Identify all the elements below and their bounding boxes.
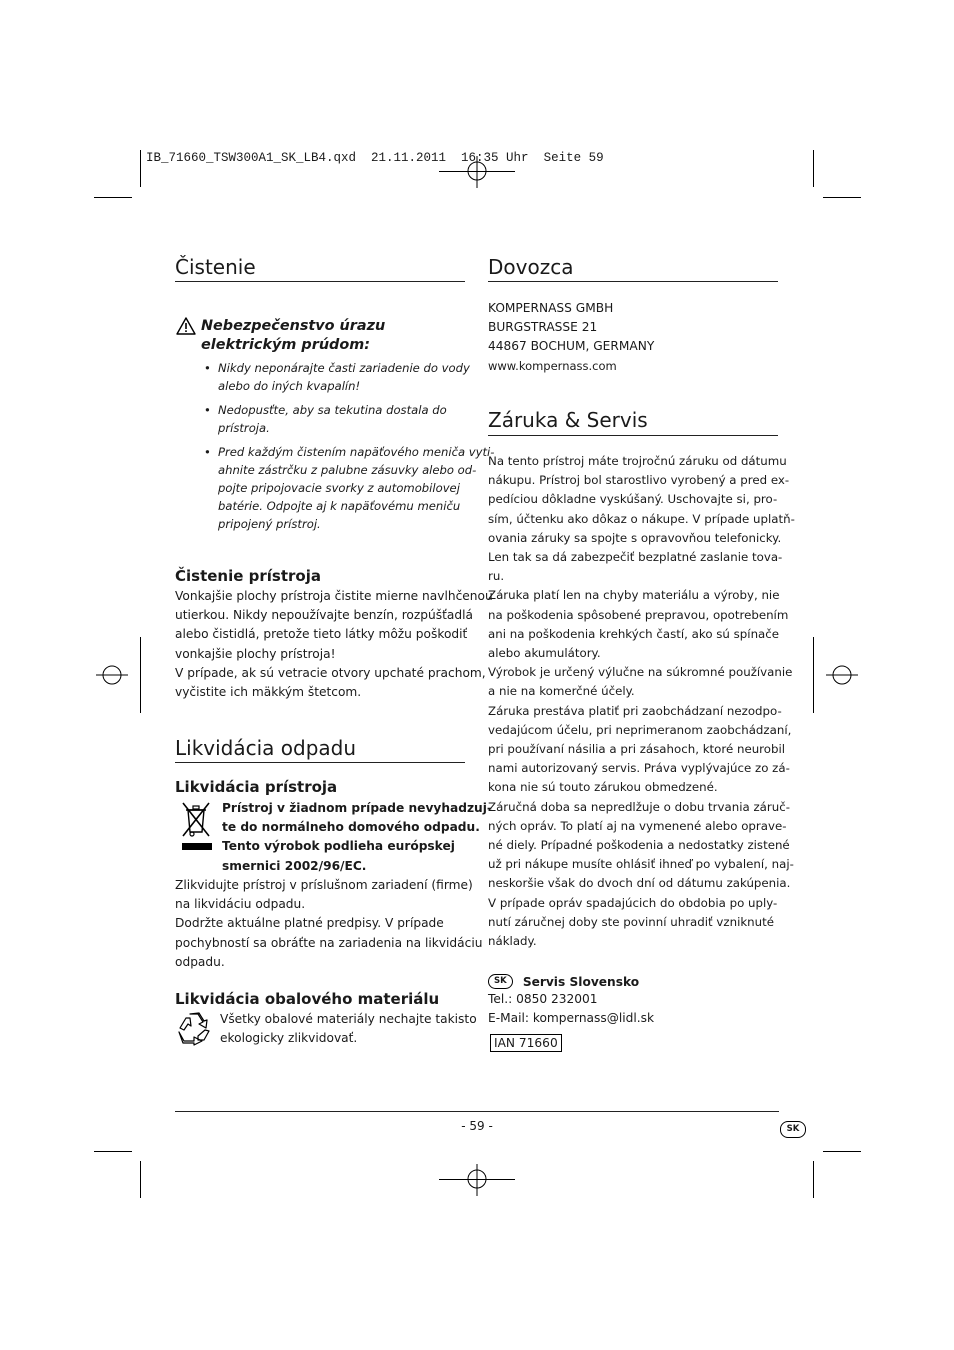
zaruka-line: Na tento prístroj máte trojročnú záruku od dátumu [488, 454, 787, 468]
section-title-zaruka: Záruka & Servis [488, 408, 648, 432]
zaruka-line: nákupu. Prístroj bol starostlivo vyrobený a pred ex- [488, 473, 790, 488]
zaruka-line: sím, účtenku ako dôkaz o nákupe. V prípade uplatň- [488, 511, 795, 526]
service-name: Servis Slovensko [522, 975, 640, 989]
section-title-cistenie: Čistenie [175, 255, 256, 279]
print-slug: IB_71660_TSW300A1_SK_LB4.qxd 21.11.2011 16:35 Uhr Seite 59 [146, 151, 604, 165]
title-rule [488, 281, 778, 282]
zaruka-line: vedajúcom účelu, pri neprimeranom zaobchádzaní, [488, 722, 792, 737]
zaruka-line: nutí záručnej doby ste povinní uhradiť vzniknuté [488, 914, 775, 929]
zaruka-line: už pri nákupe musíte ohlásiť ihneď po vybalení, naj- [488, 857, 794, 872]
ian-box: IAN 71660 [490, 1034, 562, 1052]
service-block [488, 971, 639, 990]
zaruka-line: Záručná doba sa nepredlžuje o dobu trvania záruč- [488, 799, 790, 814]
service-tel: Tel.: 0850 232001 [488, 992, 598, 1006]
zaruka-line: Výrobok je určený výlučne na súkromné používanie [488, 665, 793, 680]
zaruka-line: ovania záruky sa spojte s opravovňou telefonicky. [488, 530, 782, 545]
page-number: - 59 - [461, 1119, 493, 1133]
recycling-icon [176, 1010, 214, 1046]
section-title-likvidacia: Likvidácia odpadu [175, 736, 357, 760]
zaruka-line: V prípade opráv spadajúcich do obdobia po uply- [488, 895, 778, 910]
zaruka-line: ru. [488, 569, 505, 584]
service-email: E-Mail: kompernass@lidl.sk [488, 1011, 655, 1026]
zaruka-line: kona nie sú touto zárukou obmedzené. [488, 780, 718, 795]
registration-mark-right [826, 660, 858, 690]
warning-triangle-icon [176, 317, 196, 335]
importer-address: KOMPERNASS GMBH BURGSTRASSE 21 44867 BOCHUM, GERMANY www.kompernass.com [488, 301, 655, 373]
warning-bullet-list: • Nikdy neponárajte časti zariadenie do vody alebo do iných kvapalín! • Nedopusťte, aby sa tekutina dostala do prístroja. • Pred každým čistením napäťového meniča vyti- ahnite zástrčku z palubne zásuvky alebo od- pojte pripojovacie svorky z automobilovej batérie. Odpojte aj k napäťovému meniču pripojený prístroj. [204, 361, 495, 531]
paragraph-likvidacia: Zlikvidujte prístroj v príslušnom zariadení (firme) na likvidáciu odpadu. Dodržte aktuálne platné predpisy. V prípade pochybností sa obráťte na zariadenia na likvidáciu odpadu. [175, 878, 483, 969]
zaruka-line: né diely. Prípadné poškodenia a nedostatky zistené [488, 838, 790, 853]
zaruka-line: ných opráv. To platí aj na vymenené alebo oprave- [488, 818, 787, 833]
zaruka-line: ani na poškodenia krehkých častí, ako sú spínače [488, 626, 780, 641]
zaruka-line: Záruka prestáva platiť pri zaobchádzaní nezodpo- [488, 703, 782, 718]
zaruka-line: náklady. [488, 934, 537, 949]
weee-notice: Prístroj v žiadnom prípade nevyhadzuj- te do normálneho domového odpadu. Tento výrobok podlieha európskej smernici 2002/96/EC. [222, 801, 492, 873]
warning-title: Nebezpečenstvo úrazu elektrickým prúdom: [201, 318, 386, 353]
zaruka-line: Len tak sa dá zabezpečiť bezplatné zaslanie tova- [488, 550, 783, 565]
paragraph-obal: Všetky obalové materiály nechajte takisto ekologicky zlikvidovať. [220, 1012, 477, 1046]
footer-language-badge: SK [780, 1121, 806, 1138]
footer-rule [175, 1111, 779, 1112]
zaruka-line: Záruka platí len na chyby materiálu a výroby, nie [488, 588, 780, 603]
title-rule [175, 762, 465, 763]
sk-country-badge: SK [488, 974, 513, 989]
zaruka-line: nami autorizovaný servis. Práva vyplývajúce zo zá- [488, 761, 790, 776]
subtitle-likvidacia-obalu: Likvidácia obalového materiálu [175, 990, 440, 1008]
paragraph-cistenie-pristroja: Vonkajšie plochy prístroja čistite mierne navlhčenou utierkou. Nikdy nepoužívajte benzín, rozpúšťadlá alebo čistidlá, pretože tieto látky môžu poškodiť vonkajšie plochy prístroja! V prípade, ak sú vetracie otvory upchaté prachom, vyčistite ich mäkkým štetcom. [175, 589, 493, 700]
crossed-wheelie-bin-icon [178, 800, 214, 852]
zaruka-line: a nie na komerčné účely. [488, 684, 635, 699]
section-title-dovozca: Dovozca [488, 255, 574, 279]
service-contact [488, 990, 654, 1028]
title-rule [175, 281, 465, 282]
zaruka-line: na poškodenia spôsobené prepravou, opotrebením [488, 607, 789, 622]
paragraph-zaruka [488, 452, 795, 951]
subtitle-likvidacia-pristroja: Likvidácia prístroja [175, 778, 338, 796]
zaruka-line: pri používaní násilia a pri zásahoch, ktoré neurobil [488, 742, 786, 757]
zaruka-line: pedíciou dôkladne vyskúšaný. Uschovajte si, pro- [488, 492, 778, 507]
zaruka-line: alebo akumulátory. [488, 646, 601, 661]
registration-mark-left [96, 660, 128, 690]
registration-mark-bottom [462, 1164, 492, 1196]
title-rule [488, 435, 778, 436]
subtitle-cistenie-pristroja: Čistenie prístroja [175, 567, 321, 585]
zaruka-line: neskoršie však do dvoch dní od dátumu zakúpenia. [488, 876, 791, 891]
